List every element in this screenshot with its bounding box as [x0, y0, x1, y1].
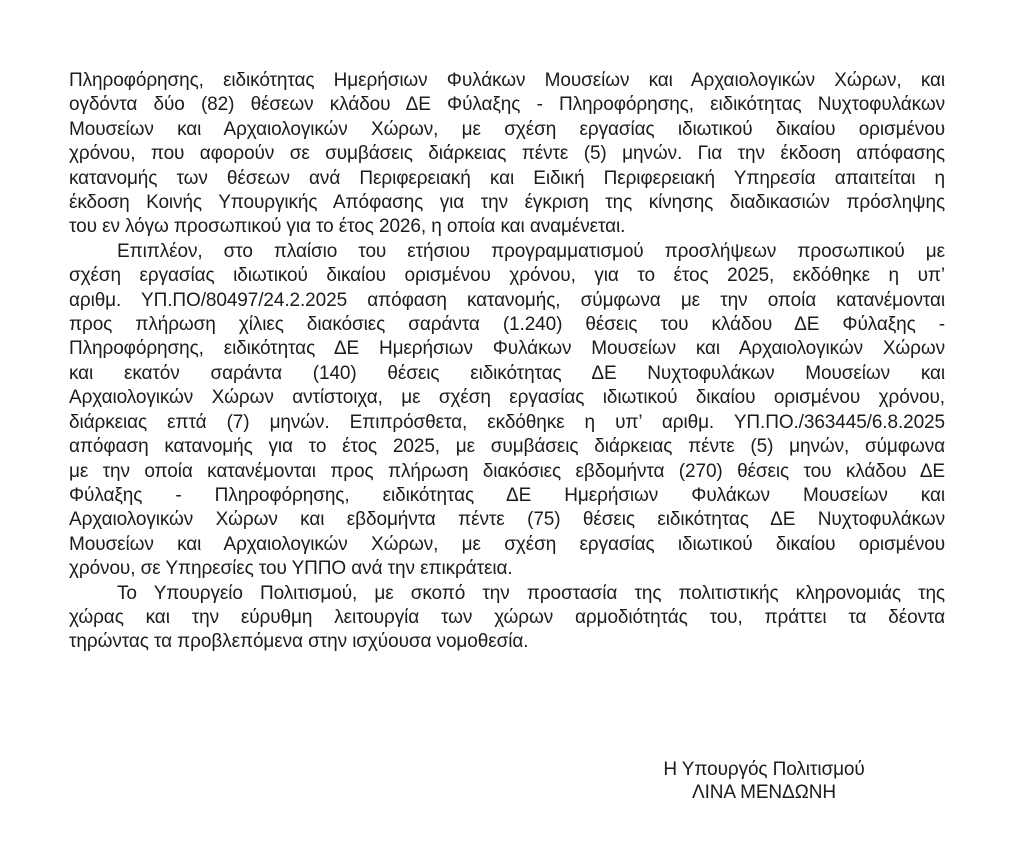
signature-block — [614, 758, 914, 804]
text-line: Μουσείων και Αρχαιολογικών Χώρων, με σχέση εργασίας ιδιωτικού δικαίου ορισμένου — [69, 533, 945, 555]
signatory-role: Η Υπουργός Πολιτισμού — [663, 759, 865, 780]
text-line: Πληροφόρησης, ειδικότητας Ημερήσιων Φυλάκων Μουσείων και Αρχαιολογικών Χώρων, και — [69, 70, 945, 91]
text-line: αριθμ. ΥΠ.ΠΟ/80497/24.2.2025 απόφαση κατανομής, σύμφωνα με την οποία κατανέμονται — [69, 289, 945, 311]
text-line: προς πλήρωση χίλιες διακόσιες σαράντα (1.240) θέσεις του κλάδου ΔΕ Φύλαξης - — [69, 314, 945, 336]
text-line: διάρκειας επτά (7) μηνών. Επιπρόσθετα, εκδόθηκε η υπ’ αριθμ. ΥΠ.ΠΟ./363445/6.8.2025 — [69, 411, 945, 433]
text-line: χώρας και την εύρυθμη λειτουργία των χώρων αρμοδιότητάς του, πράττει τα δέοντα — [69, 606, 945, 628]
text-line: χρόνου, σε Υπηρεσίες του ΥΠΠΟ ανά την επικράτεια. — [69, 558, 513, 580]
text-line: Επιπλέον, στο πλαίσιο του ετήσιου προγραμματισμού προσλήψεων προσωπικού με — [117, 240, 945, 262]
text-line: τηρώντας τα προβλεπόμενα στην ισχύουσα νομοθεσία. — [69, 631, 529, 653]
text-line: Μουσείων και Αρχαιολογικών Χώρων, με σχέση εργασίας ιδιωτικού δικαίου ορισμένου — [69, 118, 945, 140]
text-line: κατανομής των θέσεων ανά Περιφερειακή και Ειδική Περιφερειακή Υπηρεσία απαιτείται η — [69, 167, 945, 189]
text-line: χρόνου, που αφορούν σε συμβάσεις διάρκειας πέντε (5) μηνών. Για την έκδοση απόφασης — [69, 143, 945, 165]
text-line: έκδοση Κοινής Υπουργικής Απόφασης για την έγκριση της κίνησης διαδικασιών πρόσληψης — [69, 192, 945, 214]
text-line: Αρχαιολογικών Χώρων και εβδομήντα πέντε (75) θέσεις ειδικότητας ΔΕ Νυχτοφυλάκων — [69, 509, 945, 531]
text-line: Πληροφόρησης, ειδικότητας ΔΕ Ημερήσιων Φυλάκων Μουσείων και Αρχαιολογικών Χώρων — [69, 338, 945, 360]
text-line: Το Υπουργείο Πολιτισμού, με σκοπό την προστασία της πολιτιστικής κληρονομιάς της — [117, 582, 945, 604]
text-line: απόφαση κατανομής για το έτος 2025, με συμβάσεις διάρκειας πέντε (5) μηνών, σύμφωνα — [69, 436, 945, 458]
text-line: του εν λόγω προσωπικού για το έτος 2026, η οποία και αναμένεται. — [69, 216, 626, 238]
text-line: Αρχαιολογικών Χώρων αντίστοιχα, με σχέση εργασίας ιδιωτικού δικαίου ορισμένου χρόνου, — [69, 387, 945, 409]
text-line: με την οποία κατανέμονται προς πλήρωση διακόσιες εβδομήντα (270) θέσεις του κλάδου ΔΕ — [69, 460, 945, 482]
text-line: σχέση εργασίας ιδιωτικού δικαίου ορισμένου χρόνου, για το έτος 2025, εκδόθηκε η υπ’ — [69, 265, 945, 287]
text-line: ογδόντα δύο (82) θέσεων κλάδου ΔΕ Φύλαξης - Πληροφόρησης, ειδικότητας Νυχτοφυλάκων — [69, 94, 945, 116]
signatory-name: ΛΙΝΑ ΜΕΝΔΩΝΗ — [692, 782, 836, 803]
text-line: Φύλαξης - Πληροφόρησης, ειδικότητας ΔΕ Ημερήσιων Φυλάκων Μουσείων και — [69, 484, 945, 506]
text-line: και εκατόν σαράντα (140) θέσεις ειδικότητας ΔΕ Νυχτοφυλάκων Μουσείων και — [69, 362, 945, 384]
document-body — [69, 69, 945, 655]
